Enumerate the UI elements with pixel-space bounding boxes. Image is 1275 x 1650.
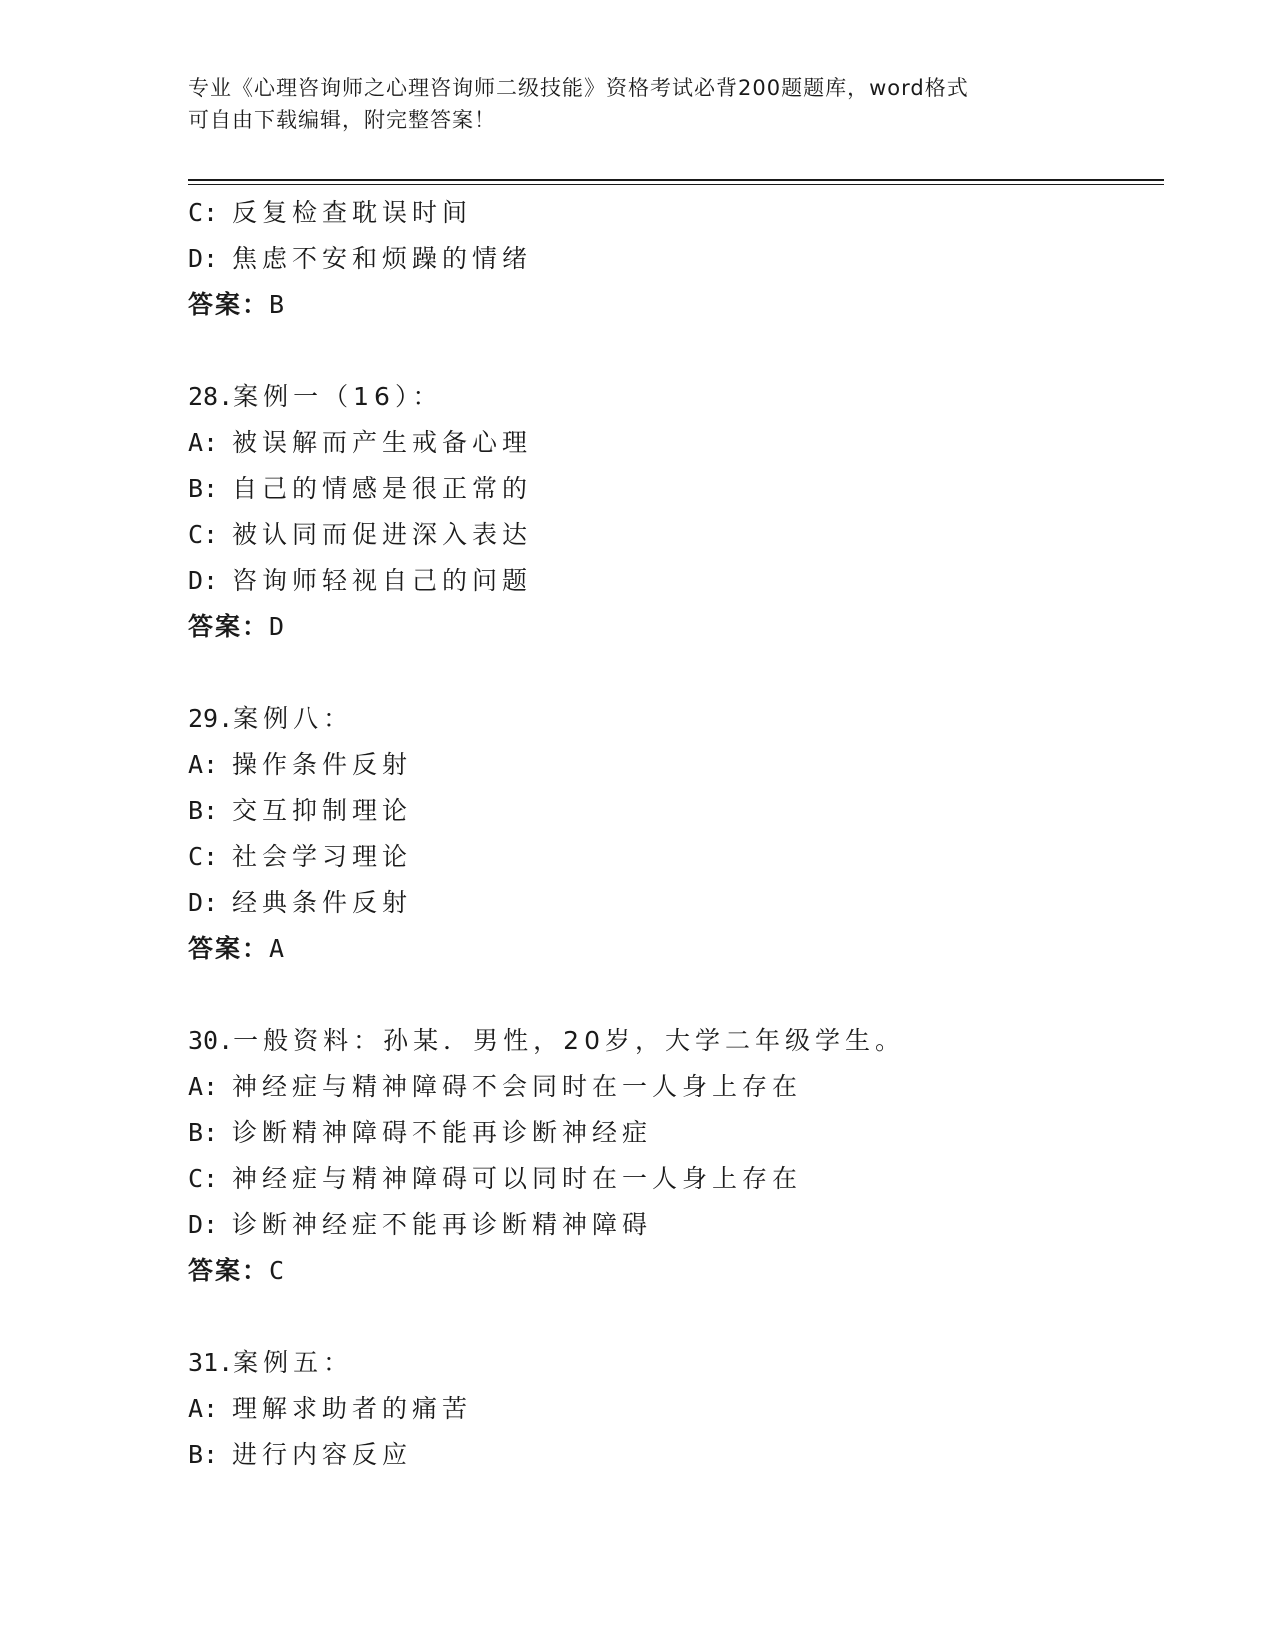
option-b [188, 466, 1168, 512]
option-b [188, 1110, 1168, 1156]
question-stem [188, 1340, 1168, 1386]
answer-value: B [269, 290, 287, 319]
option-letter: D: [188, 244, 219, 273]
question-block-30 [188, 1018, 1168, 1294]
answer-label: 答案： [188, 290, 270, 319]
option-d [188, 880, 1168, 926]
question-stem [188, 374, 1168, 420]
option-text: 神经症与精神障碍可以同时在一人身上存在 [232, 1164, 803, 1193]
option-c [188, 1156, 1168, 1202]
option-a [188, 1064, 1168, 1110]
question-number: 31. [188, 1348, 234, 1377]
question-number: 28. [188, 382, 234, 411]
answer-line [188, 1248, 1168, 1294]
option-c [188, 190, 1168, 236]
question-stem [188, 696, 1168, 742]
option-text: 自己的情感是很正常的 [232, 474, 533, 503]
option-text: 诊断精神障碍不能再诊断神经症 [232, 1118, 653, 1147]
option-a [188, 742, 1168, 788]
question-block-31 [188, 1340, 1168, 1478]
option-c [188, 834, 1168, 880]
question-text: 案例一（16）： [233, 382, 443, 411]
question-list [188, 190, 1168, 1478]
answer-line [188, 604, 1168, 650]
spacer [188, 650, 1168, 696]
option-letter: B: [188, 796, 219, 825]
option-a [188, 420, 1168, 466]
answer-line [188, 282, 1168, 328]
header-line-1: 专业《心理咨询师之心理咨询师二级技能》资格考试必背200题题库，word格式 [188, 76, 969, 100]
answer-line [188, 926, 1168, 972]
header-divider-thick [188, 179, 1164, 181]
question-text: 案例八： [233, 704, 354, 733]
option-text: 经典条件反射 [232, 888, 413, 917]
option-letter: A: [188, 1394, 219, 1423]
option-text: 焦虑不安和烦躁的情绪 [232, 244, 533, 273]
option-letter: B: [188, 474, 219, 503]
option-letter: B: [188, 1440, 219, 1469]
option-letter: C: [188, 198, 219, 227]
option-letter: A: [188, 750, 219, 779]
spacer [188, 328, 1168, 374]
option-b [188, 788, 1168, 834]
answer-value: C [269, 1256, 287, 1285]
answer-label: 答案： [188, 1256, 270, 1285]
question-text: 一般资料：孙某．男性，20岁，大学二年级学生。 [233, 1026, 905, 1055]
option-text: 社会学习理论 [232, 842, 413, 871]
option-letter: C: [188, 842, 219, 871]
question-block-28 [188, 374, 1168, 650]
answer-value: D [269, 612, 287, 641]
option-letter: B: [188, 1118, 219, 1147]
option-letter: D: [188, 1210, 219, 1239]
option-text: 交互抑制理论 [232, 796, 413, 825]
question-stem [188, 1018, 1168, 1064]
spacer [188, 972, 1168, 1018]
option-b [188, 1432, 1168, 1478]
option-letter: D: [188, 888, 219, 917]
option-text: 神经症与精神障碍不会同时在一人身上存在 [232, 1072, 803, 1101]
question-block-29 [188, 696, 1168, 972]
answer-label: 答案： [188, 934, 270, 963]
answer-label: 答案： [188, 612, 270, 641]
question-number: 30. [188, 1026, 234, 1055]
option-letter: C: [188, 1164, 219, 1193]
option-letter: A: [188, 1072, 219, 1101]
header-line-2: 可自由下载编辑，附完整答案！ [188, 108, 496, 132]
option-text: 理解求助者的痛苦 [232, 1394, 473, 1423]
option-text: 被认同而促进深入表达 [232, 520, 533, 549]
option-text: 进行内容反应 [232, 1440, 413, 1469]
option-d [188, 1202, 1168, 1248]
option-letter: D: [188, 566, 219, 595]
option-text: 反复检查耽误时间 [232, 198, 473, 227]
option-a [188, 1386, 1168, 1432]
question-number: 29. [188, 704, 234, 733]
question-block-prev [188, 190, 1168, 328]
option-text: 诊断神经症不能再诊断精神障碍 [232, 1210, 653, 1239]
option-c [188, 512, 1168, 558]
option-letter: A: [188, 428, 219, 457]
option-letter: C: [188, 520, 219, 549]
header-divider-thin [188, 184, 1164, 185]
question-text: 案例五： [233, 1348, 354, 1377]
answer-value: A [269, 934, 287, 963]
option-text: 被误解而产生戒备心理 [232, 428, 533, 457]
document-header [188, 72, 1088, 136]
option-text: 操作条件反射 [232, 750, 413, 779]
option-text: 咨询师轻视自己的问题 [232, 566, 533, 595]
spacer [188, 1294, 1168, 1340]
option-d [188, 236, 1168, 282]
option-d [188, 558, 1168, 604]
